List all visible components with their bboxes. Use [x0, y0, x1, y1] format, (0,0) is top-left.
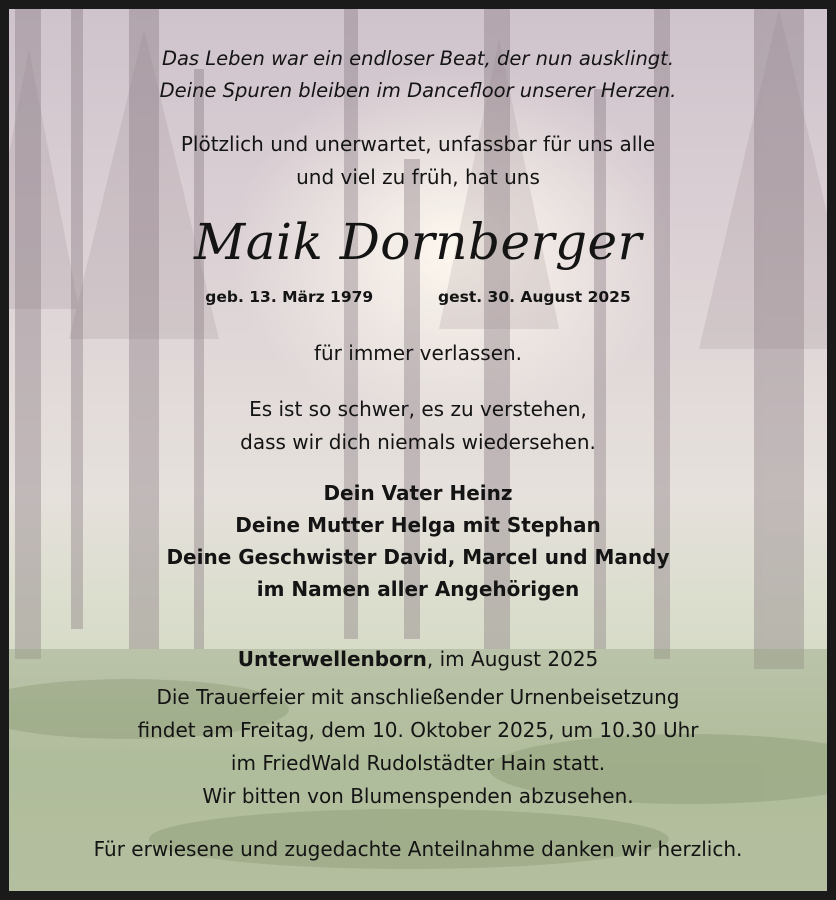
motto-line-2: Deine Spuren bleiben im Dancefloor unserer Herzen.: [159, 79, 677, 102]
funeral-line-3: im FriedWald Rudolstädter Hain statt.: [230, 751, 606, 775]
left-line: für immer verlassen.: [313, 341, 523, 365]
intro-line-2: und viel zu früh, hat uns: [296, 165, 540, 189]
life-dates: [9, 288, 827, 306]
motto-line-1: Das Leben war ein endloser Beat, der nun ausklingt.: [161, 47, 675, 70]
funeral-line-4: Wir bitten von Blumenspenden abzusehen.: [202, 784, 634, 808]
funeral-line-2: findet am Freitag, dem 10. Oktober 2025, um 10.30 Uhr: [137, 718, 699, 742]
verse-line-2: dass wir dich niemals wiedersehen.: [240, 430, 596, 454]
mourner-line-3: Deine Geschwister David, Marcel und Mandy: [166, 545, 670, 569]
mourner-line-4: im Namen aller Angehörigen: [256, 577, 580, 601]
mourner-line-2: Deine Mutter Helga mit Stephan: [235, 513, 601, 537]
intro-line-1: Plötzlich und unerwartet, unfassbar für uns alle: [180, 132, 656, 156]
place-date: , im August 2025: [426, 647, 599, 671]
thanks-line: Für erwiesene und zugedachte Anteilnahme danken wir herzlich.: [93, 837, 743, 861]
mourner-line-1: Dein Vater Heinz: [323, 481, 513, 505]
deceased-name: Maik Dornberger: [194, 213, 642, 271]
place-name: Unterwellenborn: [237, 647, 427, 671]
verse-line-1: Es ist so schwer, es zu verstehen,: [249, 397, 587, 421]
funeral-line-1: Die Trauerfeier mit anschließender Urnenbeisetzung: [156, 685, 680, 709]
death-date: gest. 30. August 2025: [438, 288, 631, 306]
obituary-text: [9, 9, 827, 891]
birth-date: geb. 13. März 1979: [205, 288, 374, 306]
place-date-line: [9, 647, 827, 671]
